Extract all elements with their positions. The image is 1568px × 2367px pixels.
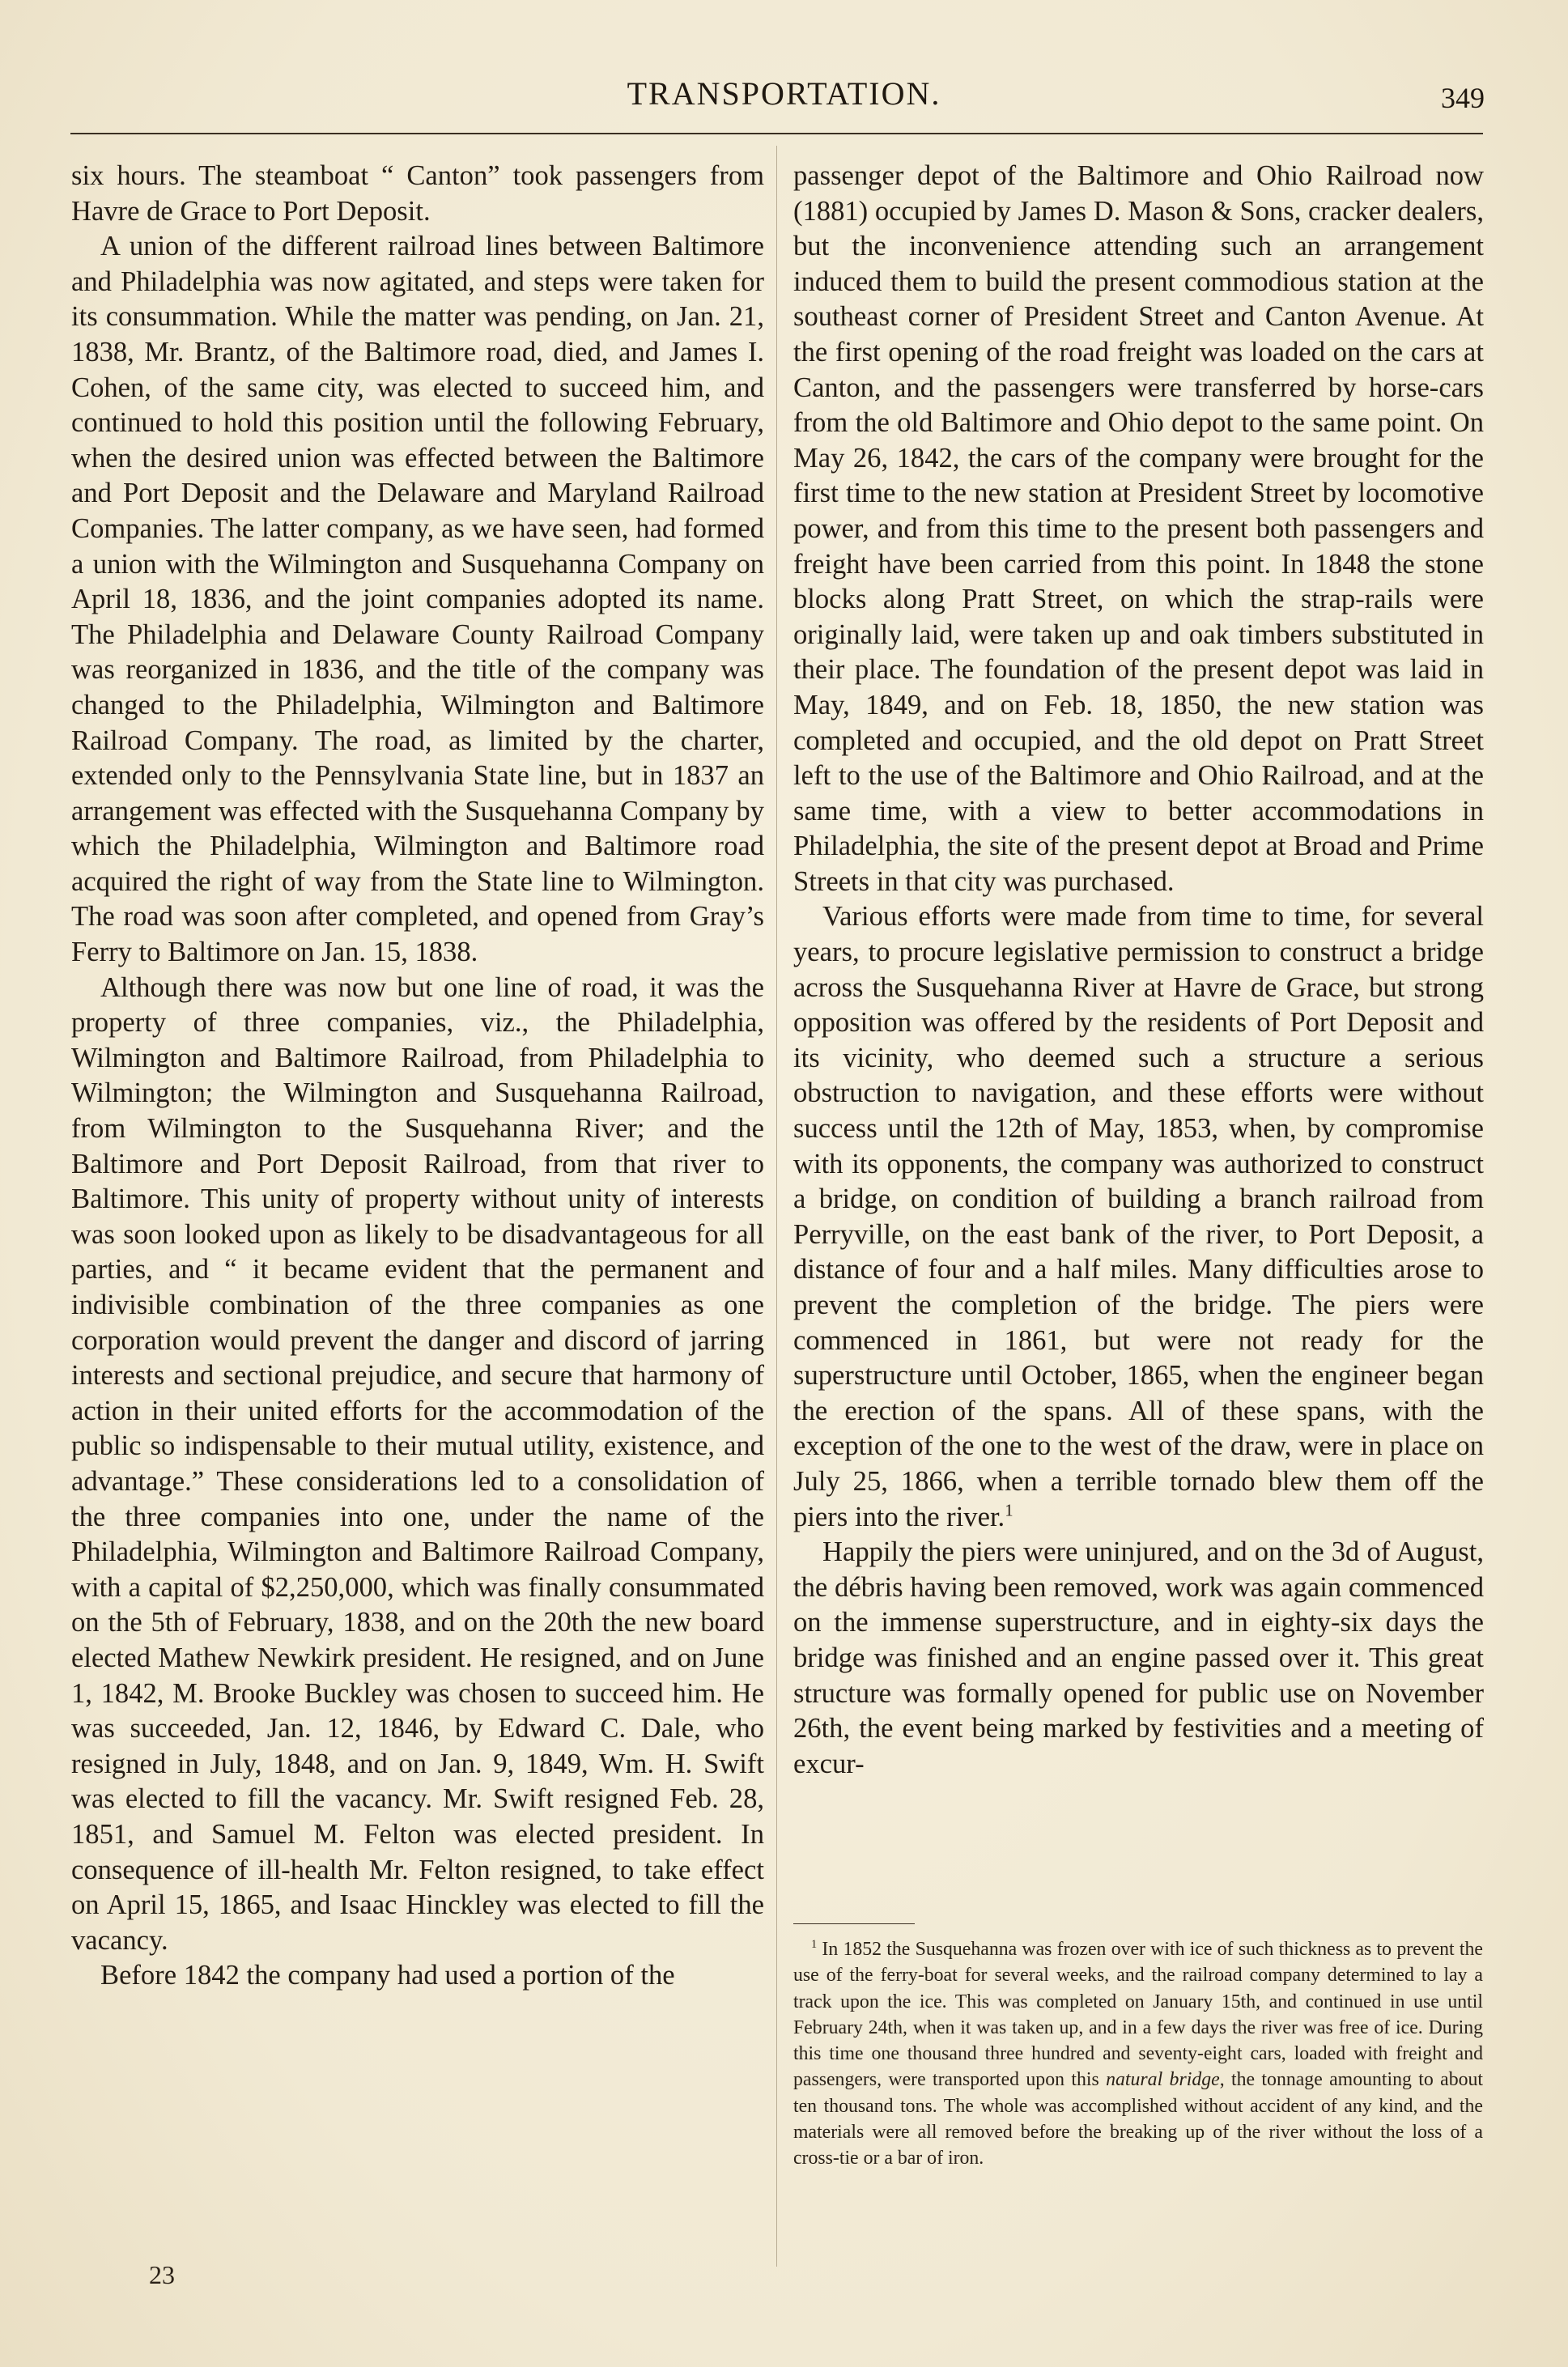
header-rule <box>70 133 1483 134</box>
footnote-reference: 1 <box>1005 1502 1013 1520</box>
column-divider <box>776 146 777 2267</box>
paragraph: Although there was now but one line of road, it was the property of three companies, viz., the Philadelphia, Wilmington and Baltimore Railroad, from Philadelphia to Wilmington; the Wilmington and Susquehanna Railroad, from Wilmington to the Susquehanna River; and the Baltimore and Port Deposit Railroad, from that river to Baltimore. This unity of property without unity of interests was soon looked upon as likely to be disadvantageous for all parties, and “ it became evident that the permanent and indivisible combination of the three companies as one corporation would prevent the danger and discord of jarring interests and sectional prejudice, and secure that harmony of action in their united efforts for the accommodation of the public so indispensable to their mutual utility, existence, and advantage.” These considerations led to a consolidation of the three companies into one, under the name of the Philadelphia, Wilmington and Baltimore Railroad Company, with a capital of $2,250,000, which was finally consummated on the 5th of February, 1838, and on the 20th the new board elected Mathew Newkirk president. He resigned, and on June 1, 1842, M. Brooke Buckley was chosen to succeed him. He was succeeded, Jan. 12, 1846, by Edward C. Dale, who resigned in July, 1848, and on Jan. 9, 1849, Wm. H. Swift was elected to fill the vacancy. Mr. Swift resigned Feb. 28, 1851, and Samuel M. Felton was elected president. In consequence of ill-health Mr. Felton resigned, to take effect on April 15, 1865, and Isaac Hinckley was elected to fill the vacancy. <box>71 971 764 1956</box>
footnote <box>793 1936 1483 2172</box>
footnote-rule <box>793 1923 915 1924</box>
paragraph: passenger depot of the Baltimore and Ohio Railroad now (1881) occupied by James D. Mason & Sons, cracker dealers, but the inconvenience attending such an arrangement induced them to build the present commodious station at the southeast corner of President Street and Canton Avenue. At the first opening of the road freight was loaded on the cars at Canton, and the passengers were transferred by horse-cars from the old Baltimore and Ohio depot to the same point. On May 26, 1842, the cars of the company were brought for the first time to the new station at President Street by locomotive power, and from this time to the present both passengers and freight have been carried from this point. In 1848 the stone blocks along Pratt Street, on which the strap-rails were originally laid, were taken up and oak timbers substituted in their place. The foundation of the present depot was laid in May, 1849, and on Feb. 18, 1850, the new station was completed and occupied, and the old depot on Pratt Street left to the use of the Baltimore and Ohio Railroad, and at the same time, with a view to better accommodations in Philadelphia, the site of the present depot at Broad and Prime Streets in that city was purchased. <box>793 160 1484 897</box>
signature-mark: 23 <box>149 2260 175 2289</box>
running-head <box>0 74 1568 123</box>
left-column <box>71 159 764 1994</box>
footnote-text: In 1852 the Susquehanna was frozen over with ice of such thickness as to prevent the use of the ferry-boat for several weeks, and the railroad company determined to lay a track upon the ice. This was completed on January 15th, and continued in use until February 24th, when it was taken up, and in a few days the river was free of ice. During this time one thousand three hundred and seventy-eight cars, loaded with freight and passengers, were transported upon this <box>793 1939 1483 2091</box>
paragraph: Before 1842 the company had used a portion of the <box>100 1960 675 1991</box>
paragraph: six hours. The steamboat “ Canton” took passengers from Havre de Grace to Port Deposit. <box>71 160 764 227</box>
running-title: TRANSPORTATION. <box>627 75 941 112</box>
footnote-text-after: , the tonnage amounting to about ten thousand tons. The whole was accomplished without accident of any kind, and the materials were all removed before the breaking up of the river without the loss of a cross-tie or a bar of iron. <box>793 2069 1484 2169</box>
paragraph: Happily the piers were uninjured, and on the 3d of August, the débris having been removed, work was again commenced on the immense superstructure, and in eighty-six days the bridge was finished and an engine passed over it. This great structure was formally opened for public use on November 26th, the event being marked by festivities and a meeting of excur- <box>793 1536 1484 1779</box>
paragraph-text: Various efforts were made from time to time, for several years, to procure legislative permission to construct a bridge across the Susquehanna River at Havre de Grace, but strong opposition was offered by the residents of Port Deposit and its vicinity, who deemed such a structure a serious obstruction to navigation, and these efforts were without success until the 12th of May, 1853, when, by compromise with its opponents, the company was authorized to construct a bridge, on condition of building a branch railroad from Perryville, on the east bank of the river, to Port Deposit, a distance of four and a half miles. Many difficulties arose to prevent the completion of the bridge. The piers were commenced in 1861, but were not ready for the superstructure until October, 1865, when the engineer began the erection of the spans. All of these spans, with the exception of the one to the west of the draw, were in place on July 25, 1866, when a terrible tornado blew them off the piers into the river. <box>793 901 1484 1532</box>
paragraph: A union of the different railroad lines between Baltimore and Philadelphia was now agitated, and steps were taken for its consummation. While the matter was pending, on Jan. 21, 1838, Mr. Brantz, of the Baltimore road, died, and James I. Cohen, of the same city, was elected to succeed him, and continued to hold this position until the following February, when the desired union was effected between the Baltimore and Port Deposit and the Delaware and Maryland Railroad Companies. The latter company, as we have seen, had formed a union with the Wilmington and Susquehanna Company on April 18, 1836, and the joint companies adopted its name. The Philadelphia and Delaware County Railroad Company was reorganized in 1836, and the title of the company was changed to the Philadelphia, Wilmington and Baltimore Railroad Company. The road, as limited by the charter, extended only to the Pennsylvania State line, but in 1837 an arrangement was effected with the Susquehanna Company by which the Philadelphia, Wilmington and Baltimore road acquired the right of way from the State line to Wilmington. The road was soon after completed, and opened from Gray’s Ferry to Baltimore on Jan. 15, 1838. <box>71 231 764 968</box>
paragraph-with-footnote-ref <box>793 899 1484 1535</box>
right-column <box>793 159 1484 1782</box>
footnote-emphasis: natural bridge <box>1106 2069 1220 2091</box>
page-number: 349 <box>1441 82 1485 114</box>
footnote-marker: 1 <box>811 1938 818 1952</box>
